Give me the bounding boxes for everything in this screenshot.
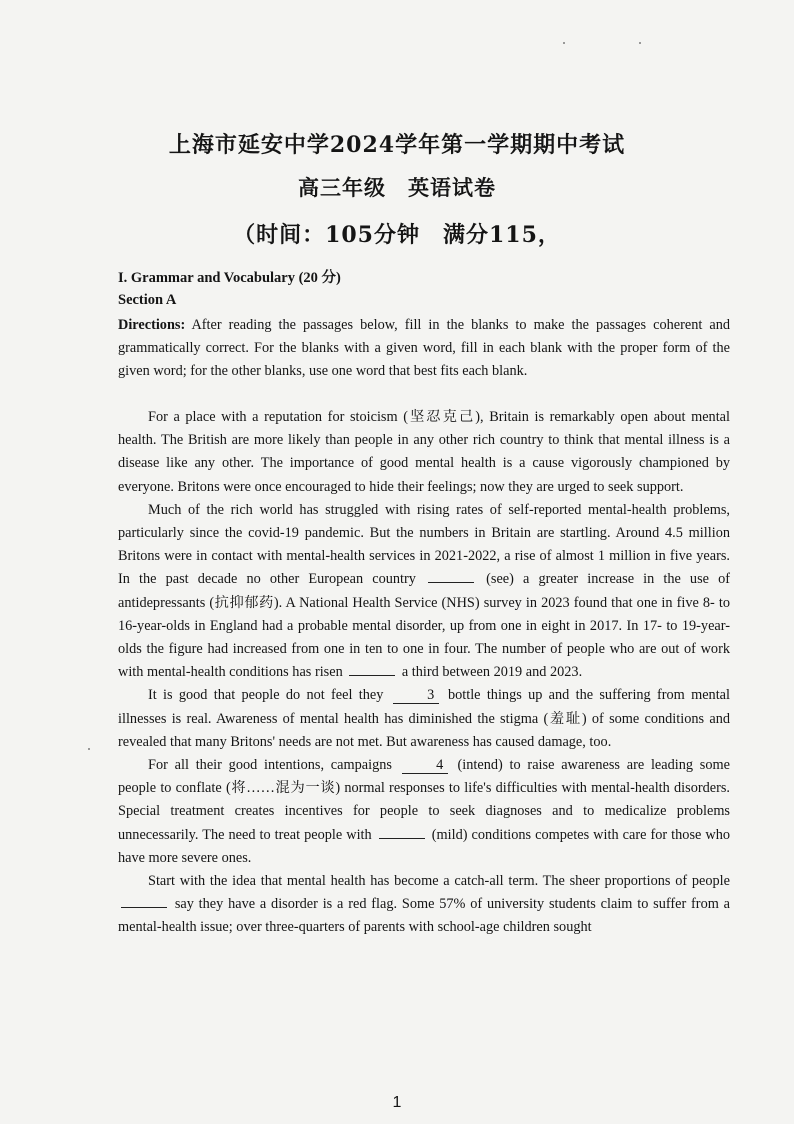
paragraph-text: For all their good intentions, campaigns: [148, 757, 392, 774]
paragraph-5: [118, 870, 730, 940]
passage: [118, 406, 730, 940]
paragraph-text: It is good that people do not feel they: [148, 687, 384, 704]
paragraph-3: [118, 684, 730, 754]
section-heading: Section A: [118, 292, 177, 308]
exam-time-info: （时间：105分钟 满分115，: [233, 222, 561, 248]
directions: [118, 314, 730, 384]
exam-subtitle: 高三年级 英语试卷: [298, 175, 496, 200]
exam-title: 上海市延安中学2024学年第一学期期中考试: [168, 132, 626, 158]
blank-4[interactable]: 4: [402, 757, 448, 774]
blank-1[interactable]: [428, 582, 474, 583]
page-number: 1: [392, 1094, 402, 1111]
blank-2[interactable]: [349, 675, 395, 676]
paragraph-1: For a place with a reputation for stoicism (坚忍克己), Britain is remarkably open about mental health. The British are more likely than people in any other rich country to think that mental illness is a disease like any other. The importance of good mental health is a cause vigorously championed by everyone. Britons were once encouraged to hide their feelings; now they are urged to seek support.: [118, 409, 730, 495]
scan-speck: [639, 42, 641, 44]
paragraph-text: (see) a greater increase in the use of antidepressants (抗抑郁药). A National Health Service (NHS) survey in 2023 found that one in five 8- to 16-year-olds in England had a probable mental disorder, up from one in eight in 2017. In 17- to 19-year-olds the figure had increased from one in ten to one in four. The number of people who are out of work with mental-health conditions has risen: [118, 571, 730, 681]
paragraph-text: Much of the rich world has struggled with rising rates of self-reported mental-health problems, particularly since the covid-19 pandemic. But the numbers in Britain are startling. Around 4.5 million Britons were in contact with mental-health services in 2021-2022, a rise of almost 1 million in five years. In the past decade no other European country: [118, 501, 730, 588]
paragraph-text: Start with the idea that mental health has become a catch-all term. The sheer proportions of people: [148, 873, 730, 890]
paragraph-text: (mild) conditions competes with care for those who have more severe ones.: [118, 826, 731, 866]
directions-text: After reading the passages below, fill in the blanks to make the passages coherent and grammatically correct. For the blanks with a given word, fill in each blank with the proper form of the given word; for the other blanks, use one word that best fits each blank.: [118, 317, 730, 380]
paragraph-text: a third between 2019 and 2023.: [401, 664, 583, 681]
blank-3[interactable]: 3: [393, 687, 439, 704]
scan-speck: [563, 42, 565, 44]
paragraph-4: [118, 754, 730, 870]
paragraph-text: bottle things up and the suffering from mental illnesses is real. Awareness of mental health has diminished the stigma (羞耻) of some conditions and revealed that many Britons' needs are not met. But awareness has caused damage, too.: [118, 687, 730, 750]
part-heading: I. Grammar and Vocabulary (20 分): [118, 270, 341, 286]
paragraph-text: (intend) to raise awareness are leading some people to conflate (将……混为一谈) normal responses to life's difficulties with mental-health disorders. Special treatment creates incentives for people to seek diagnoses and to medicalize problems unnecessarily. The need to treat people with: [118, 757, 730, 843]
blank-6[interactable]: [121, 907, 167, 908]
paragraph-text: say they have a disorder is a red flag. Some 57% of university students claim to suffer from a mental-health issue; over three-quarters of parents with school-age children sought: [118, 896, 730, 936]
blank-5[interactable]: [379, 838, 425, 839]
paragraph-2: [118, 499, 730, 685]
scan-speck: [88, 748, 90, 750]
directions-label: Directions:: [118, 317, 186, 333]
